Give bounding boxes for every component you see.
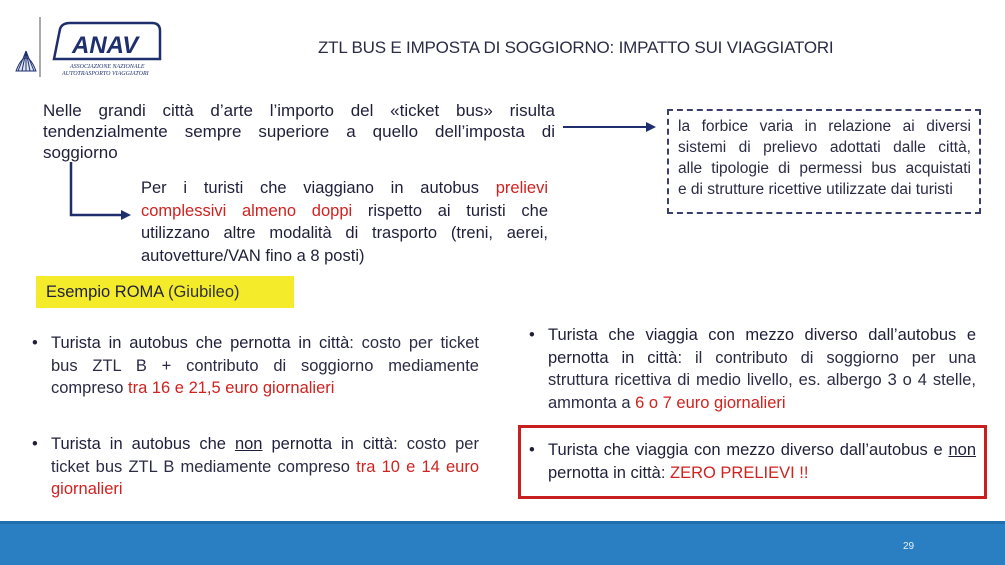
logo-name: ANAV bbox=[72, 32, 139, 59]
note-line-2: sistemi di prelievo adottati dalle città, bbox=[678, 139, 971, 156]
example-roma-highlight bbox=[36, 276, 294, 308]
intro-line-1: Nelle grandi città d’arte l’importo del «ticket bus» risulta bbox=[43, 101, 555, 120]
bullet-marker: • bbox=[32, 435, 38, 453]
logo-subtitle-2: AUTOTRASPORTO VIAGGIATORI bbox=[62, 71, 149, 77]
bullet-marker: • bbox=[529, 326, 535, 344]
note-line-1: la forbice varia in relazione ai diversi bbox=[678, 118, 971, 135]
footer-bar bbox=[0, 521, 1005, 565]
forbice-note-box bbox=[667, 109, 981, 214]
bullet-marker: • bbox=[529, 441, 535, 459]
logo-subtitle-1: ASSOCIAZIONE NAZIONALE bbox=[70, 64, 145, 70]
bullet-daytrip-other-tourist: • Turista che viaggia con mezzo diverso dall’autobus e non pernotta in città: ZERO PRELIEVI !! bbox=[529, 441, 976, 482]
sub-line-2: complessivi almeno doppi rispetto ai turisti che bbox=[141, 201, 548, 220]
footer-top-line bbox=[0, 521, 1005, 524]
intro-line-2: tendenzialmente sempre superiore a quello dell’imposta di soggiorno bbox=[43, 122, 555, 162]
slide-title: ZTL BUS E IMPOSTA DI SOGGIORNO: IMPATTO SUI VIAGGIATORI bbox=[318, 38, 834, 57]
note-line-3: alle tipologie di permessi bus acquistati bbox=[678, 160, 971, 177]
bullet-overnight-other-tourist: • Turista che viaggia con mezzo diverso dall’autobus e pernotta in città: il contributo di soggiorno per una struttura ricettiva di medio livello, es. albergo 3 o 4 stelle, ammonta a 6 o 7 euro giornalieri bbox=[529, 326, 976, 412]
page-number: 29 bbox=[903, 541, 915, 552]
bullet-marker: • bbox=[32, 334, 38, 352]
sub-line-4: autovetture/VAN fino a 8 posti) bbox=[141, 246, 365, 265]
sub-line-1: Per i turisti che viaggiano in autobus prelievi bbox=[141, 179, 548, 197]
bullet-daytrip-bus-tourist: • Turista in autobus che non pernotta in città: costo per ticket bus ZTL B mediamente compreso tra 10 e 14 euro giornalieri bbox=[32, 435, 480, 498]
sub-line-3: utilizzano altre modalità di trasporto (treni, aerei, bbox=[141, 224, 548, 242]
note-line-4: e di strutture ricettive utilizzate dai turisti bbox=[678, 181, 953, 198]
example-label: Esempio ROMA bbox=[46, 283, 164, 301]
example-paren: (Giubileo) bbox=[163, 283, 240, 301]
corner-arrow-icon bbox=[71, 162, 131, 220]
right-arrow-icon bbox=[563, 122, 656, 132]
bullet-overnight-bus-tourist: • Turista in autobus che pernotta in città: costo per ticket bus ZTL B + contributo di soggiorno mediamente compreso tra 16 e 21,5 euro giornalieri bbox=[32, 334, 479, 397]
bus-tourists-paragraph bbox=[141, 177, 548, 267]
